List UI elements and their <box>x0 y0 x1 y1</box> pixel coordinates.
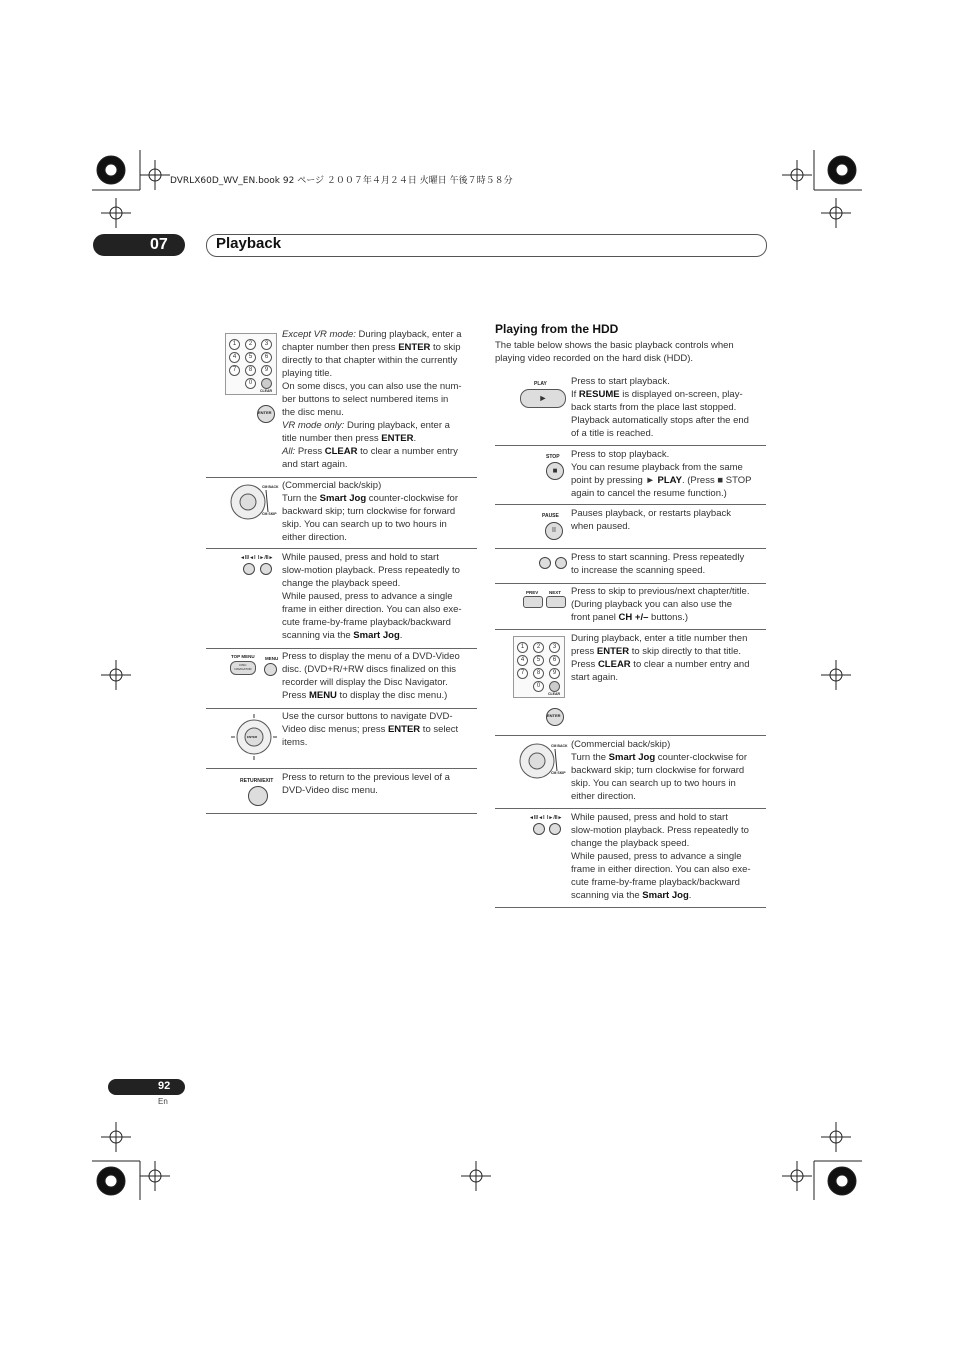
text-run: when paused. <box>571 521 631 532</box>
key-5: 5 <box>245 352 256 363</box>
text-line <box>282 784 478 797</box>
left-row-text <box>282 551 478 642</box>
text-run: scanning via the <box>571 890 643 901</box>
enter-label: ENTER <box>547 713 561 718</box>
text-run: is displayed on-screen, play- <box>619 389 743 400</box>
text-run: the disc menu. <box>282 407 344 418</box>
chapter-number: 07 <box>150 236 168 253</box>
text-line <box>282 341 478 354</box>
text-run: Pauses playback, or restarts playback <box>571 508 731 519</box>
text-run: On some discs, you can also use the num- <box>282 381 462 392</box>
text-line <box>571 585 767 598</box>
play-button-icon: ► <box>520 389 566 408</box>
text-run: During playback, enter a <box>344 420 450 431</box>
text-run: While paused, press to advance a single <box>282 591 453 602</box>
text-run: title number then press <box>282 433 382 444</box>
right-row-text <box>571 738 767 803</box>
chapter-title: Playback <box>216 235 282 252</box>
right-row-text <box>571 507 767 533</box>
text-run: to display the disc menu.) <box>336 690 448 701</box>
left-row-text <box>282 479 478 544</box>
prev-label: PREV <box>526 590 539 595</box>
bold-term: MENU <box>308 690 337 701</box>
text-run: change the playback speed. <box>571 838 690 849</box>
text-run: scanning via the <box>282 630 354 641</box>
right-row-text <box>571 375 767 440</box>
text-line <box>282 710 478 723</box>
text-run: Press to start scanning. Press repeatedly <box>571 552 745 563</box>
text-run: press <box>571 646 597 657</box>
text-run: Use the cursor buttons to navigate DVD- <box>282 711 453 722</box>
text-run: During playback, enter a <box>355 329 462 340</box>
clear-label: CLEAR <box>260 389 273 393</box>
text-line <box>571 889 767 902</box>
text-run: buttons.) <box>648 612 688 623</box>
left-row-divider <box>206 477 477 478</box>
section-intro-line: The table below shows the basic playback controls when <box>495 340 734 351</box>
text-run: playing title. <box>282 368 333 379</box>
key-4: 4 <box>517 655 528 666</box>
key-9: 9 <box>549 668 560 679</box>
right-row-divider <box>495 445 766 446</box>
slow-right-label: I►/II► <box>258 555 274 561</box>
text-line <box>571 632 767 645</box>
key-2: 2 <box>533 642 544 653</box>
key-7: 7 <box>229 365 240 376</box>
text-line <box>571 764 767 777</box>
text-line <box>282 663 478 676</box>
right-row-text <box>571 632 767 684</box>
text-run: either direction. <box>282 532 347 543</box>
text-line <box>282 551 478 564</box>
text-line <box>571 837 767 850</box>
text-line <box>282 445 478 458</box>
key-6: 6 <box>549 655 560 666</box>
text-line <box>571 751 767 764</box>
text-run: to skip directly to that title. <box>629 646 742 657</box>
key-8: 8 <box>533 668 544 679</box>
text-run: change the playback speed. <box>282 578 401 589</box>
text-line <box>282 393 478 406</box>
disc-navigator-label: DISC NAVIGATOR <box>234 663 252 671</box>
text-line <box>571 427 767 440</box>
text-line <box>282 380 478 393</box>
bold-term: PLAY <box>657 475 682 486</box>
bold-term: ENTER <box>596 646 630 657</box>
clear-label: CLEAR <box>548 692 561 696</box>
slow-right-icon <box>549 823 561 835</box>
right-row-divider <box>495 629 766 630</box>
text-line <box>571 645 767 658</box>
text-line <box>571 507 767 520</box>
slow-left-label: ◄II/◄I <box>240 555 256 561</box>
text-run: If <box>571 389 579 400</box>
text-run: . <box>399 630 403 641</box>
text-run: frame in either direction. You can also exe- <box>282 604 462 615</box>
text-line <box>571 487 767 500</box>
text-run: to skip <box>430 342 461 353</box>
chapter-pill <box>93 234 185 256</box>
text-run: While paused, press to advance a single <box>571 851 742 862</box>
text-line <box>282 590 478 603</box>
text-run: During playback, enter a title number then <box>571 633 748 644</box>
left-row-divider <box>206 648 477 649</box>
text-run: Press <box>571 659 598 670</box>
text-run: (Commercial back/skip) <box>571 739 671 750</box>
text-line <box>571 474 767 487</box>
key-3: 3 <box>261 339 272 350</box>
page-language: En <box>158 1097 168 1106</box>
text-run: chapter number then press <box>282 342 399 353</box>
text-run: and start again. <box>282 459 348 470</box>
key-9: 9 <box>261 365 272 376</box>
text-run: disc. (DVD+R/+RW discs finalized on this <box>282 664 457 675</box>
right-row-divider <box>495 808 766 809</box>
text-line <box>571 824 767 837</box>
text-run: recorder will display the Disc Navigator. <box>282 677 448 688</box>
return-exit-label: RETURN/EXIT <box>240 778 274 784</box>
key-0: 0 <box>245 378 256 389</box>
text-line <box>571 520 767 533</box>
key-2: 2 <box>245 339 256 350</box>
enter-label: ENTER <box>247 735 258 739</box>
key-1: 1 <box>517 642 528 653</box>
next-button-icon <box>546 596 566 608</box>
text-line <box>571 401 767 414</box>
left-row-divider <box>206 548 477 549</box>
text-line <box>282 531 478 544</box>
text-line <box>282 479 478 492</box>
key-3: 3 <box>549 642 560 653</box>
text-run: While paused, press and hold to start <box>282 552 439 563</box>
cm-back-label: CM BACK <box>551 744 568 748</box>
right-row-divider <box>495 907 766 908</box>
slow-right-label: I►/II► <box>547 815 563 821</box>
cm-skip-label: CM SKIP <box>262 512 277 516</box>
text-line <box>282 354 478 367</box>
top-menu-label: TOP MENU <box>231 654 255 659</box>
text-run: of a title is reached. <box>571 428 654 439</box>
text-line <box>282 736 478 749</box>
text-line <box>571 375 767 388</box>
key-0: 0 <box>533 681 544 692</box>
bold-term: Smart Jog <box>642 890 689 901</box>
italic-label: All: <box>282 446 296 457</box>
slow-left-label: ◄II/◄I <box>529 815 545 821</box>
text-run: Turn the <box>282 493 320 504</box>
text-run: Video disc menus; press <box>282 724 388 735</box>
text-line <box>571 738 767 751</box>
text-run: Press <box>295 446 325 457</box>
text-line <box>571 598 767 611</box>
text-line <box>282 432 478 445</box>
text-line <box>282 458 478 471</box>
text-run: Press to skip to previous/next chapter/title. <box>571 586 750 597</box>
text-run: counter-clockwise for <box>655 752 748 763</box>
key-1: 1 <box>229 339 240 350</box>
text-run: Press to stop playback. <box>571 449 670 460</box>
bold-term: RESUME <box>578 389 620 400</box>
cm-skip-label: CM SKIP <box>551 771 566 775</box>
section-title: Playing from the HDD <box>495 322 619 336</box>
text-line <box>282 629 478 642</box>
text-line <box>571 564 767 577</box>
text-line <box>282 406 478 419</box>
right-row-text <box>571 585 767 624</box>
return-button-icon <box>248 786 268 806</box>
text-run: backward skip; turn clockwise for forward <box>282 506 456 517</box>
text-line <box>282 771 478 784</box>
text-run: (During playback you can also use the <box>571 599 733 610</box>
bold-term: Smart Jog <box>353 630 400 641</box>
text-run: . <box>688 890 692 901</box>
italic-label: VR mode only: <box>282 420 345 431</box>
text-line <box>282 419 478 432</box>
enter-label: ENTER <box>258 410 272 415</box>
text-line <box>282 367 478 380</box>
left-row-text <box>282 710 478 749</box>
text-run: to clear a number entry and <box>630 659 750 670</box>
text-run: skip. You can search up to two hours in <box>282 519 447 530</box>
text-line <box>282 689 478 702</box>
text-run: Press to return to the previous level of a <box>282 772 450 783</box>
bold-term: ENTER <box>381 433 414 444</box>
text-run: either direction. <box>571 791 636 802</box>
right-row-divider <box>495 583 766 584</box>
text-line <box>571 414 767 427</box>
text-run: ber buttons to select numbered items in <box>282 394 449 405</box>
key-4: 4 <box>229 352 240 363</box>
text-line <box>571 658 767 671</box>
chapter-title-box <box>206 234 767 257</box>
text-line <box>571 876 767 889</box>
cm-back-label: CM BACK <box>262 485 279 489</box>
pause-button-icon: II <box>545 522 563 540</box>
next-label: NEXT <box>549 590 562 595</box>
text-line <box>282 328 478 341</box>
rewind-button-icon <box>539 557 551 569</box>
left-row-text <box>282 328 478 471</box>
italic-label: Except VR mode: <box>282 329 356 340</box>
slow-right-icon <box>260 563 272 575</box>
text-line <box>571 671 767 684</box>
right-row-divider <box>495 735 766 736</box>
text-line <box>571 863 767 876</box>
text-line <box>571 448 767 461</box>
stop-label: STOP <box>546 454 560 460</box>
right-row-text <box>571 811 767 902</box>
text-run: . (Press ■ STOP <box>681 475 752 486</box>
bold-term: Smart Jog <box>608 752 656 763</box>
text-run: cute frame-by-frame playback/backward <box>571 877 740 888</box>
left-row-text <box>282 771 478 797</box>
text-run: start again. <box>571 672 618 683</box>
text-run: (Commercial back/skip) <box>282 480 382 491</box>
right-row-divider <box>495 504 766 505</box>
fast-forward-button-icon <box>555 557 567 569</box>
slow-left-icon <box>533 823 545 835</box>
section-intro-line: playing video recorded on the hard disk (HDD). <box>495 353 694 364</box>
text-line <box>282 603 478 616</box>
text-run: counter-clockwise for <box>366 493 459 504</box>
text-run: slow-motion playback. Press repeatedly to <box>571 825 749 836</box>
text-line <box>282 518 478 531</box>
left-row-divider <box>206 708 477 709</box>
text-run: to increase the scanning speed. <box>571 565 706 576</box>
bold-term: CH +/– <box>618 612 649 623</box>
section-intro <box>495 339 767 365</box>
bold-term: Smart Jog <box>319 493 367 504</box>
text-run: to select <box>420 724 459 735</box>
clear-key <box>261 378 272 389</box>
text-line <box>282 650 478 663</box>
text-run: back starts from the place last stopped. <box>571 402 737 413</box>
menu-label: MENU <box>265 656 279 661</box>
text-run: cute frame-by-frame playback/backward <box>282 617 451 628</box>
text-line <box>571 388 767 401</box>
text-run: . <box>413 433 417 444</box>
page-number-pill <box>108 1079 185 1095</box>
text-run: Playback automatically stops after the end <box>571 415 749 426</box>
clear-key <box>549 681 560 692</box>
key-5: 5 <box>533 655 544 666</box>
text-run: Press to start playback. <box>571 376 670 387</box>
text-run: again to cancel the resume function.) <box>571 488 727 499</box>
bold-term: ENTER <box>398 342 431 353</box>
text-line <box>282 616 478 629</box>
text-run: frame in either direction. You can also exe- <box>571 864 751 875</box>
bold-term: ENTER <box>387 724 421 735</box>
left-row-text <box>282 650 478 702</box>
text-line <box>571 551 767 564</box>
left-row-divider <box>206 813 477 814</box>
text-line <box>571 850 767 863</box>
text-run: Turn the <box>571 752 609 763</box>
key-7: 7 <box>517 668 528 679</box>
play-label: PLAY <box>534 381 547 387</box>
text-run: to clear a number entry <box>357 446 458 457</box>
text-line <box>282 564 478 577</box>
stop-button-icon: ■ <box>546 462 564 480</box>
text-run: While paused, press and hold to start <box>571 812 728 823</box>
text-line <box>571 461 767 474</box>
menu-button-icon <box>264 663 277 676</box>
text-run: DVD-Video disc menu. <box>282 785 378 796</box>
text-line <box>282 492 478 505</box>
pause-label: PAUSE <box>542 513 559 519</box>
text-run: slow-motion playback. Press repeatedly to <box>282 565 460 576</box>
text-run: backward skip; turn clockwise for forward <box>571 765 745 776</box>
text-run: Press to display the menu of a DVD-Video <box>282 651 460 662</box>
text-run: You can resume playback from the same <box>571 462 743 473</box>
file-info-line: DVRLX60D_WV_EN.book 92 ページ ２００７年４月２４日 火曜日 午後７時５８分 <box>170 176 513 186</box>
text-run: point by pressing ► <box>571 475 658 486</box>
bold-term: CLEAR <box>324 446 358 457</box>
key-8: 8 <box>245 365 256 376</box>
text-line <box>571 790 767 803</box>
text-run: skip. You can search up to two hours in <box>571 778 736 789</box>
prev-button-icon <box>523 596 543 608</box>
text-line <box>571 777 767 790</box>
right-row-text <box>571 551 767 577</box>
numeric-keypad-icon <box>513 636 565 698</box>
text-line <box>282 676 478 689</box>
text-run: items. <box>282 737 308 748</box>
text-line <box>282 723 478 736</box>
numeric-keypad-icon <box>225 333 277 395</box>
text-run: directly to that chapter within the currently <box>282 355 458 366</box>
bold-term: CLEAR <box>597 659 631 670</box>
text-run: Press <box>282 690 309 701</box>
text-line <box>282 505 478 518</box>
right-row-text <box>571 448 767 500</box>
text-line <box>571 811 767 824</box>
left-row-divider <box>206 768 477 769</box>
right-row-divider <box>495 548 766 549</box>
text-line <box>571 611 767 624</box>
text-run: front panel <box>571 612 619 623</box>
slow-left-icon <box>243 563 255 575</box>
page-number: 92 <box>158 1080 171 1092</box>
text-line <box>282 577 478 590</box>
key-6: 6 <box>261 352 272 363</box>
